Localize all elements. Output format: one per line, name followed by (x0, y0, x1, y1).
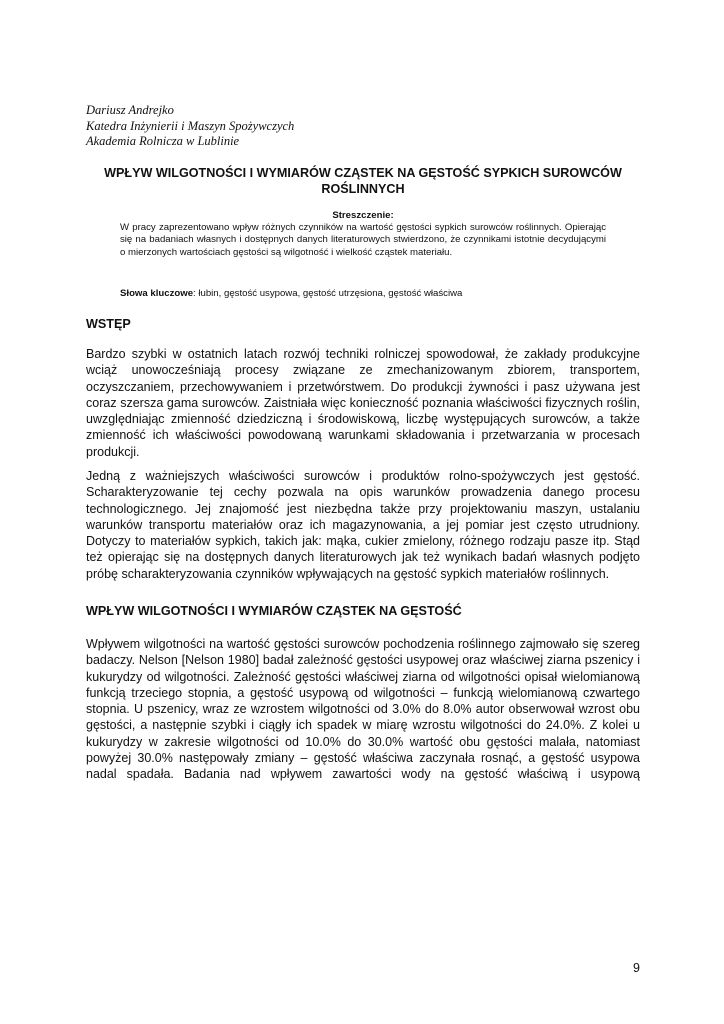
intro-paragraph-2: Jedną z ważniejszych właściwości surowców i produktów rolno-spożywczych jest gęstość. Scharakteryzowanie tej cechy pozwala na opis warunków prowadzenia danego procesu technologicznego. Jej znajomość jest niezbędna także przy projektowaniu maszyn, ustalaniu warunków transportu materiałów oraz ich magazynowania, a jej pomiar jest często utrudniony. Dotyczy to materiałów sypkich, takich jak: mąka, cukier zmielony, różnego rodzaju pasze itp. Stąd też opierając się na dostępnych danych literaturowych jak też wynikach badań własnych podjęto próbę scharakteryzowania czynników wpływających na gęstość sypkich materiałów roślinnych. (86, 469, 640, 581)
author-block (86, 103, 486, 150)
section-heading-moisture: WPŁYW WILGOTNOŚCI I WYMIARÓW CZĄSTEK NA GĘSTOŚĆ (86, 604, 462, 618)
keywords-text: : łubin, gęstość usypowa, gęstość utrzęsiona, gęstość właściwa (193, 288, 463, 299)
author-institution: Akademia Rolnicza w Lublinie (86, 134, 240, 148)
paper-title: WPŁYW WILGOTNOŚCI I WYMIARÓW CZĄSTEK NA GĘSTOŚĆ SYPKICH SUROWCÓW ROŚLINNYCH (104, 166, 622, 196)
page-number: 9 (633, 961, 640, 975)
moisture-paragraph-1: Wpływem wilgotności na wartość gęstości surowców pochodzenia roślinnego zajmowało się szereg badaczy. Nelson [Nelson 1980] badał zależność gęstości usypowej oraz właściwej ziarna pszenicy i kukurydzy od wilgotności. Zależność gęstości właściwej ziarna od wilgotności opisał wielomianową funkcją trzeciego stopnia, a gęstość usypową od wilgotności – funkcją wielomianową czwartego stopnia. U pszenicy, wraz ze wzrostem wilgotności od 3.0% do 8.0% autor obserwował wzrost obu gęstości, a następnie szybki i ciągły ich spadek w miarę wzrostu wilgotności do 24.0%. Z kolei u kukurydzy w zakresie wilgotności od 10.0% do 30.0% wartość obu gęstości malała, natomiast powyżej 30.0% następowały zmiany – gęstość właściwa zaczynała rosnąć, a gęstość usypowa nadal spadała. Badania nad wpływem zawartości wody na gęstość właściwą i usypową (86, 637, 640, 782)
intro-paragraph-1: Bardzo szybki w ostatnich latach rozwój techniki rolniczej spowodował, że zakłady produkcyjne wciąż unowocześniają procesy związane ze zmechanizowanym zbiorem, transportem, oczyszczaniem, przechowywaniem i przetwórstwem. Do produkcji żywności i pasz używana jest coraz szersza gama surowców. Zaistniała więc konieczność poznania właściwości fizycznych roślin, uwzględniając zmienność dziedziczną i środowiskową, liczbę występujących surowców, a także zmienność ich właściwości powodowaną warunkami składowania i przetwarzania w procesach produkcji. (86, 347, 640, 459)
abstract-heading: Streszczenie: (332, 210, 394, 221)
author-department: Katedra Inżynierii i Maszyn Spożywczych (86, 118, 295, 133)
section-heading-intro: WSTĘP (86, 317, 131, 331)
author-name: Dariusz Andrejko (86, 103, 174, 117)
keywords-line (120, 288, 606, 300)
keywords-label: Słowa kluczowe (120, 288, 194, 299)
abstract-text: W pracy zaprezentowano wpływ różnych czynników na wartość gęstości sypkich surowców roślinnych. Opierając się na badaniach własnych i dostępnych danych literaturowych stwierdzono, że czynnikami istotnie decydującymi o mierzonych wartościach gęstości są wilgotność i wielkość cząstek materiału. (120, 222, 606, 258)
